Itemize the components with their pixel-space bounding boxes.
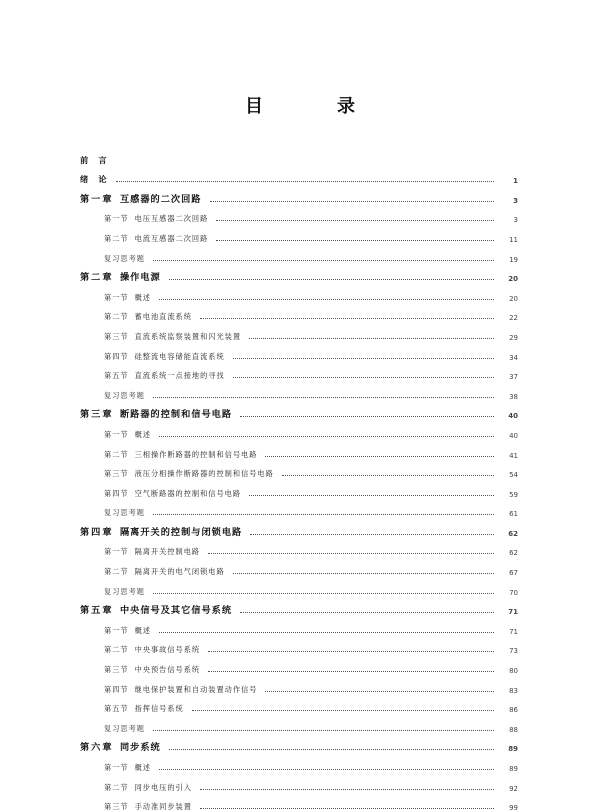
toc-entry-page: 29 [509, 333, 518, 342]
dot-leader [240, 612, 494, 613]
toc-entry-number: 第一章 [80, 193, 114, 205]
table-of-contents [80, 146, 518, 812]
toc-entry-label: 蓄电池直流系统 [134, 312, 192, 322]
toc-entry-label: 复习思考题 [104, 390, 145, 400]
dot-leader [153, 730, 494, 731]
toc-entry-page: 73 [509, 647, 518, 656]
toc-entry-page: 3 [513, 216, 518, 225]
toc-entry-section [80, 753, 518, 773]
toc-entry-label: 隔离开关控制电路 [134, 547, 201, 557]
toc-entry-page: 3 [513, 196, 518, 205]
toc-entry-chapter [80, 518, 518, 538]
toc-entry-label: 中央事故信号系统 [134, 645, 201, 655]
toc-entry-number: 第四节 [104, 684, 129, 694]
toc-entry-label: 硅整流电容储能直流系统 [134, 351, 225, 361]
dot-leader [216, 240, 494, 241]
dot-leader [153, 260, 494, 261]
toc-entry-number: 第二节 [104, 312, 129, 322]
toc-entry-page: 67 [509, 569, 518, 578]
toc-entry-label: 电压互感器二次回路 [134, 214, 209, 224]
toc-entry-page: 83 [509, 686, 518, 695]
toc-entry-label: 同步电压的引入 [134, 782, 192, 792]
dot-leader [233, 358, 494, 359]
toc-entry-chapter [80, 401, 518, 421]
toc-entry-page: 62 [509, 549, 518, 558]
toc-entry-page: 20 [509, 294, 518, 303]
dot-leader [233, 377, 494, 378]
toc-entry-section [80, 420, 518, 440]
toc-entry-page: 88 [509, 725, 518, 734]
toc-entry-page: 89 [509, 765, 518, 773]
toc-entry-page: 40 [509, 431, 518, 440]
toc-entry-page: 41 [509, 451, 518, 460]
dot-leader [192, 710, 494, 711]
toc-entry-page: 54 [509, 471, 518, 480]
toc-entry-page: 19 [509, 255, 518, 264]
toc-entry-label: 概述 [134, 429, 151, 439]
toc-entry-chapter [80, 185, 518, 205]
toc-entry-review [80, 714, 518, 734]
toc-entry-label: 概述 [134, 763, 151, 772]
toc-entry-number: 第二节 [104, 233, 129, 243]
toc-entry-section [80, 460, 518, 480]
toc-entry-label: 手动准同步装置 [134, 802, 192, 812]
toc-entry-label: 同步系统 [120, 742, 161, 754]
toc-entry-number: 第一节 [104, 214, 129, 224]
toc-entry-number: 第二节 [104, 782, 129, 792]
dot-leader [208, 671, 494, 672]
dot-leader [282, 475, 494, 476]
dot-leader [200, 808, 494, 809]
toc-entry-label: 三相操作断路器的控制和信号电路 [134, 449, 258, 459]
toc-entry-page: 20 [508, 275, 518, 284]
toc-entry-label: 液压分相操作断路器的控制和信号电路 [134, 469, 274, 479]
toc-entry-label: 中央信号及其它信号系统 [120, 605, 233, 617]
dot-leader [249, 495, 494, 496]
toc-entry-number: 第三节 [104, 469, 129, 479]
toc-entry-review [80, 244, 518, 264]
dot-leader [159, 632, 494, 633]
toc-entry-number: 第二章 [80, 272, 114, 284]
toc-entry-page: 40 [508, 412, 518, 421]
toc-entry-label: 空气断路器的控制和信号电路 [134, 488, 242, 498]
toc-entry-section [80, 342, 518, 362]
toc-entry-label: 互感器的二次回路 [120, 193, 202, 205]
toc-entry-section [80, 283, 518, 303]
dot-leader [249, 338, 494, 339]
toc-entry-chapter [80, 597, 518, 617]
toc-entry-section [80, 675, 518, 695]
dot-leader [169, 749, 494, 750]
dot-leader [159, 769, 494, 770]
toc-entry-label: 继电保护装置和自动装置动作信号 [134, 684, 258, 694]
toc-entry-chapter [80, 734, 518, 754]
toc-entry-number: 第二节 [104, 567, 129, 577]
toc-entry-page: 99 [509, 804, 518, 812]
toc-entry-page: 92 [509, 784, 518, 793]
toc-entry-label: 断路器的控制和信号电路 [120, 409, 233, 421]
toc-entry-page: 1 [513, 177, 518, 186]
toc-entry-section [80, 616, 518, 636]
toc-entry-section [80, 557, 518, 577]
toc-entry-plain [80, 166, 518, 186]
toc-entry-number: 第三节 [104, 802, 129, 812]
dot-leader [265, 691, 494, 692]
toc-entry-section [80, 538, 518, 558]
toc-entry-section [80, 655, 518, 675]
toc-entry-review [80, 499, 518, 519]
toc-entry-label: 复习思考题 [104, 723, 145, 733]
toc-entry-page: 37 [509, 373, 518, 382]
toc-entry-label: 前 言 [80, 154, 108, 165]
toc-entry-label: 直流系统一点接地的寻找 [134, 371, 225, 381]
toc-entry-page: 61 [509, 510, 518, 519]
toc-entry-label: 隔离开关的控制与闭锁电路 [120, 526, 243, 538]
toc-entry-page: 22 [509, 314, 518, 323]
dot-leader [265, 456, 494, 457]
toc-entry-section [80, 773, 518, 793]
toc-entry-section [80, 695, 518, 715]
dot-leader [116, 181, 494, 182]
dot-leader [208, 651, 494, 652]
dot-leader [159, 436, 494, 437]
dot-leader [210, 201, 495, 202]
toc-entry-label: 中央预告信号系统 [134, 665, 201, 675]
toc-entry-number: 第三节 [104, 665, 129, 675]
dot-leader [153, 593, 494, 594]
toc-entry-chapter [80, 264, 518, 284]
dot-leader [159, 299, 494, 300]
toc-entry-section [80, 322, 518, 342]
toc-entry-section [80, 479, 518, 499]
toc-entry-page: 89 [508, 745, 518, 754]
toc-entry-label: 复习思考题 [104, 586, 145, 596]
toc-entry-number: 第三节 [104, 331, 129, 341]
toc-entry-page: 71 [509, 627, 518, 636]
toc-entry-number: 第一节 [104, 625, 129, 635]
dot-leader [216, 220, 494, 221]
toc-entry-number: 第一节 [104, 292, 129, 302]
toc-entry-plain [80, 146, 518, 166]
toc-entry-label: 电流互感器二次回路 [134, 233, 209, 243]
toc-entry-page: 59 [509, 490, 518, 499]
dot-leader [153, 397, 494, 398]
toc-entry-section [80, 440, 518, 460]
toc-entry-label: 概述 [134, 625, 151, 635]
toc-entry-label: 复习思考题 [104, 253, 145, 263]
toc-entry-number: 第二节 [104, 449, 129, 459]
toc-entry-section [80, 303, 518, 323]
toc-entry-number: 第一节 [104, 429, 129, 439]
toc-entry-label: 指挥信号系统 [134, 704, 184, 714]
toc-entry-number: 第五章 [80, 605, 114, 617]
toc-entry-number: 第一节 [104, 547, 129, 557]
toc-entry-label: 复习思考题 [104, 508, 145, 518]
toc-entry-section [80, 362, 518, 382]
toc-entry-page: 38 [509, 392, 518, 401]
toc-entry-review [80, 381, 518, 401]
toc-entry-number: 第四章 [80, 526, 114, 538]
toc-entry-page: 86 [509, 706, 518, 715]
dot-leader [200, 318, 494, 319]
toc-entry-section [80, 793, 518, 812]
toc-entry-label: 概述 [134, 292, 151, 302]
toc-entry-number: 第四节 [104, 351, 129, 361]
page-title: 目 录 [245, 96, 383, 117]
toc-entry-page: 62 [508, 529, 518, 538]
toc-entry-label: 直流系统监察装置和闪光装置 [134, 331, 242, 341]
dot-leader [233, 573, 494, 574]
dot-leader [169, 279, 494, 280]
dot-leader [200, 789, 494, 790]
toc-entry-section [80, 205, 518, 225]
toc-entry-page: 71 [508, 608, 518, 617]
toc-entry-number: 第一节 [104, 763, 129, 772]
toc-entry-number: 第四节 [104, 488, 129, 498]
dot-leader [153, 514, 494, 515]
toc-entry-number: 第五节 [104, 704, 129, 714]
dot-leader [250, 534, 494, 535]
toc-entry-number: 第五节 [104, 371, 129, 381]
toc-entry-page: 34 [509, 353, 518, 362]
toc-entry-section [80, 636, 518, 656]
toc-entry-page: 80 [509, 667, 518, 676]
toc-entry-label: 隔离开关的电气闭锁电路 [134, 567, 225, 577]
dot-leader [208, 553, 494, 554]
dot-leader [240, 416, 494, 417]
toc-entry-section [80, 224, 518, 244]
toc-entry-number: 第六章 [80, 742, 114, 754]
toc-entry-number: 第二节 [104, 645, 129, 655]
toc-entry-number: 第三章 [80, 409, 114, 421]
toc-entry-page: 70 [509, 588, 518, 597]
toc-entry-page: 11 [509, 235, 518, 244]
toc-entry-label: 操作电源 [120, 272, 161, 284]
toc-entry-label: 绪 论 [80, 174, 108, 185]
toc-entry-review [80, 577, 518, 597]
